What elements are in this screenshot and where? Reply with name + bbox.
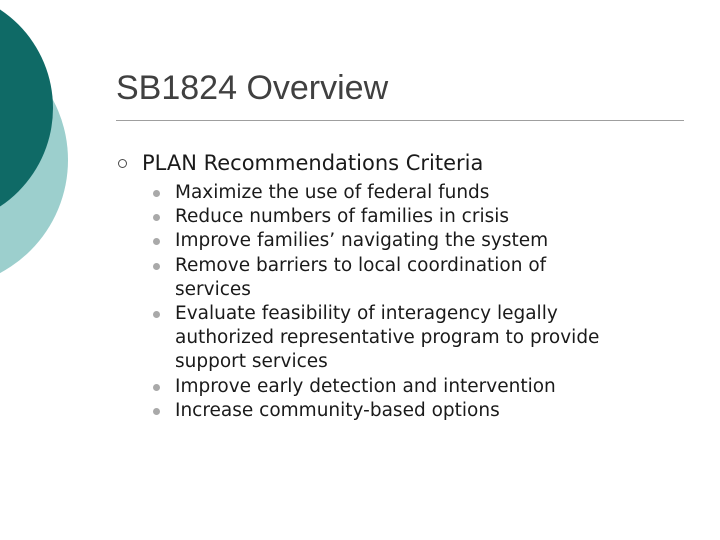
sub-bullet-item [148,229,668,253]
hollow-circle-bullet-icon [118,159,127,168]
dot-bullet-icon [153,311,160,318]
main-bullet-text: PLAN Recommendations Criteria [142,151,484,175]
dot-bullet-icon [153,263,160,270]
sub-bullet-text [175,375,668,399]
sub-bullet-line: Reduce numbers of families in crisis [175,206,510,228]
sub-bullet-item [148,302,668,375]
decorative-circles-graphic [0,0,110,300]
dot-bullet-icon [153,238,160,245]
sub-bullet-line: authorized representative program to provide [175,327,600,349]
title-divider [116,120,684,121]
sub-bullet-item [148,399,668,423]
sub-bullet-item [148,254,668,302]
dot-bullet-icon [153,190,160,197]
sub-bullet-line: Improve early detection and intervention [175,375,556,397]
sub-bullet-line: Remove barriers to local coordination of [175,254,547,276]
main-bullet [116,147,483,179]
sub-bullet-line: Maximize the use of federal funds [175,182,490,203]
sub-bullet-text [175,302,668,375]
sub-bullet-line: support services [175,351,328,373]
sub-bullet-item [148,375,668,399]
sub-bullet-text [175,399,668,423]
sub-bullet-item [148,181,668,205]
sub-bullet-line: Increase community-based options [175,399,500,421]
sub-bullet-text [175,205,668,229]
slide-title: SB1824 Overview [116,69,389,107]
dot-bullet-icon [153,384,160,391]
dot-bullet-icon [153,214,160,221]
sub-bullet-line: services [175,278,251,300]
sub-bullet-list [148,181,668,423]
dot-bullet-icon [153,408,160,415]
sub-bullet-line: Evaluate feasibility of interagency legally [175,303,558,325]
sub-bullet-text [175,181,668,205]
sub-bullet-line: Improve families’ navigating the system [175,230,549,252]
sub-bullet-item [148,205,668,229]
sub-bullet-text [175,229,668,253]
sub-bullet-text [175,254,668,302]
decorative-circles [0,0,110,300]
